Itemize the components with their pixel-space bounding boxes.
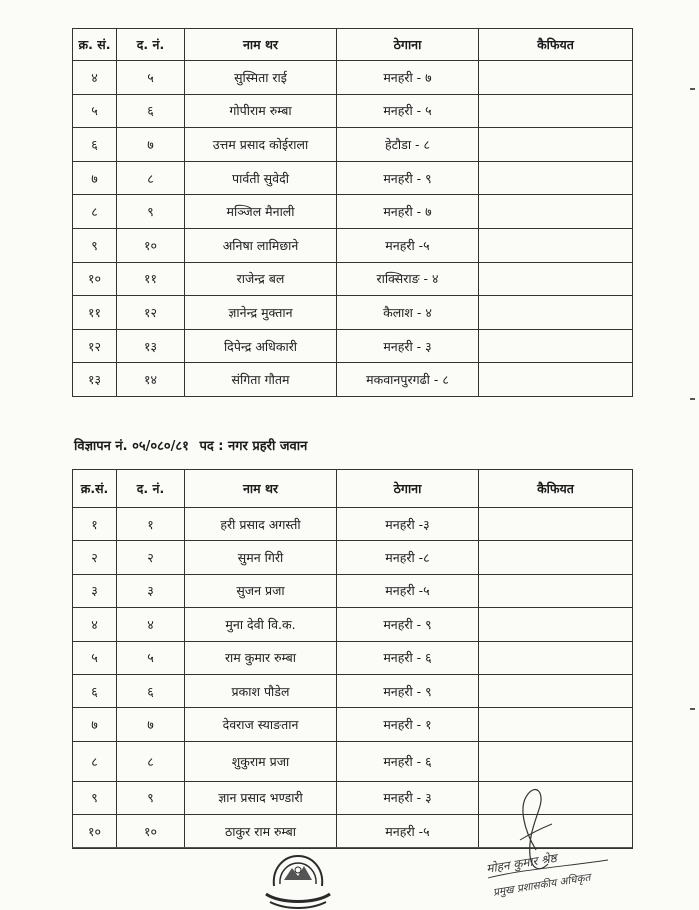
cell-address: मनहरी -५ [337, 815, 479, 848]
cell-remarks [479, 508, 633, 541]
cell-roll: १ [117, 508, 185, 541]
cell-remarks [479, 329, 633, 363]
cell-address: मनहरी -५ [337, 574, 479, 607]
cell-roll: ३ [117, 574, 185, 607]
cell-remarks [479, 94, 633, 128]
cell-address: मनहरी - ९ [337, 608, 479, 641]
cell-roll: ७ [117, 708, 185, 741]
cell-remarks [479, 262, 633, 296]
cell-address: मनहरी - ३ [337, 781, 479, 814]
cell-address: कैलाश - ४ [337, 296, 479, 330]
cell-roll: १३ [117, 329, 185, 363]
cell-remarks [479, 541, 633, 574]
cell-name: सुजन प्रजा [185, 574, 337, 607]
table-row [73, 329, 633, 363]
cell-name: ज्ञान प्रसाद भण्डारी [185, 781, 337, 814]
cell-address: मनहरी - १ [337, 708, 479, 741]
cell-roll: १० [117, 815, 185, 848]
cell-serial: १२ [73, 329, 117, 363]
cell-name: शुकुराम प्रजा [185, 741, 337, 781]
header-address: ठेगाना [337, 470, 479, 508]
table-row [73, 161, 633, 195]
header-name: नाम थर [185, 470, 337, 508]
cell-address: मनहरी - ३ [337, 329, 479, 363]
table-row [73, 708, 633, 741]
cell-address: मनहरी -५ [337, 228, 479, 262]
cell-name: प्रकाश पौडेल [185, 674, 337, 707]
municipality-seal-icon [252, 846, 344, 910]
cell-address: मनहरी - ५ [337, 94, 479, 128]
cell-serial: ८ [73, 195, 117, 229]
cell-remarks [479, 574, 633, 607]
cell-roll: २ [117, 541, 185, 574]
cell-name: सुस्मिता राई [185, 61, 337, 95]
cell-serial: ९ [73, 781, 117, 814]
cell-serial: २ [73, 541, 117, 574]
cell-remarks [479, 641, 633, 674]
cell-serial: ३ [73, 574, 117, 607]
cell-address: हेटौडा - ८ [337, 128, 479, 162]
header-serial: क्र.सं. [73, 470, 117, 508]
table-row [73, 541, 633, 574]
cell-remarks [479, 674, 633, 707]
cell-address: मनहरी - ६ [337, 741, 479, 781]
table-row [73, 508, 633, 541]
cell-serial: १० [73, 815, 117, 848]
cell-remarks [479, 608, 633, 641]
table-row [73, 608, 633, 641]
cell-remarks [479, 195, 633, 229]
cell-roll: ८ [117, 741, 185, 781]
cell-serial: ५ [73, 641, 117, 674]
cell-name: मुना देवी वि.क. [185, 608, 337, 641]
cell-name: अनिषा लामिछाने [185, 228, 337, 262]
cell-name: ज्ञानेन्द्र मुक्तान [185, 296, 337, 330]
table-row [73, 128, 633, 162]
cell-roll: ४ [117, 608, 185, 641]
cell-remarks [479, 741, 633, 781]
cell-serial: ९ [73, 228, 117, 262]
cell-remarks [479, 296, 633, 330]
cell-roll: ५ [117, 641, 185, 674]
post-title: पद : नगर प्रहरी जवान [199, 439, 308, 454]
cell-roll: १४ [117, 363, 185, 397]
cell-roll: ५ [117, 61, 185, 95]
header-roll: द. नं. [117, 470, 185, 508]
signatory-title: प्रमुख प्रशासकीय अधिकृत [492, 871, 592, 899]
cell-roll: ६ [117, 94, 185, 128]
cell-serial: ४ [73, 61, 117, 95]
table-header-row [73, 470, 633, 508]
cell-remarks [479, 161, 633, 195]
cell-serial: ११ [73, 296, 117, 330]
cell-serial: ७ [73, 161, 117, 195]
table-row [73, 641, 633, 674]
cell-address: मनहरी - ९ [337, 161, 479, 195]
scan-mark [690, 708, 695, 710]
header-name: नाम थर [185, 29, 337, 61]
table-row [73, 228, 633, 262]
table-row [73, 296, 633, 330]
cell-name: ठाकुर राम रुम्बा [185, 815, 337, 848]
cell-address: मनहरी - ७ [337, 195, 479, 229]
cell-remarks [479, 61, 633, 95]
cell-serial: १० [73, 262, 117, 296]
cell-roll: ९ [117, 781, 185, 814]
cell-remarks [479, 363, 633, 397]
cell-name: राम कुमार रुम्बा [185, 641, 337, 674]
table-header-row [73, 29, 633, 61]
cell-remarks [479, 228, 633, 262]
cell-address: मनहरी - ६ [337, 641, 479, 674]
signatory-name: मोहन कुमार श्रेष्ठ [485, 850, 558, 876]
cell-serial: ७ [73, 708, 117, 741]
cell-roll: १० [117, 228, 185, 262]
cell-address: मनहरी -८ [337, 541, 479, 574]
cell-name: मञ्जिल मैनाली [185, 195, 337, 229]
cell-address: मनहरी - ७ [337, 61, 479, 95]
advertisement-number: विज्ञापन नं. ०५/०८०/८१ [74, 439, 189, 454]
cell-remarks [479, 128, 633, 162]
cell-name: देवराज स्याङतान [185, 708, 337, 741]
cell-serial: १ [73, 508, 117, 541]
header-remarks: कैफियत [479, 29, 633, 61]
cell-address: मकवानपुरगढी - ८ [337, 363, 479, 397]
cell-name: पार्वती सुवेदी [185, 161, 337, 195]
cell-serial: ५ [73, 94, 117, 128]
table-row [73, 741, 633, 781]
cell-remarks [479, 708, 633, 741]
table-row [73, 94, 633, 128]
cell-roll: ७ [117, 128, 185, 162]
header-remarks: कैफियत [479, 470, 633, 508]
cell-address: राक्सिराङ - ४ [337, 262, 479, 296]
cell-serial: ६ [73, 128, 117, 162]
header-roll: द. नं. [117, 29, 185, 61]
cell-name: राजेन्द्र बल [185, 262, 337, 296]
cell-address: मनहरी - ९ [337, 674, 479, 707]
cell-serial: १३ [73, 363, 117, 397]
cell-roll: ८ [117, 161, 185, 195]
scan-mark [690, 88, 695, 90]
cell-name: दिपेन्द्र अधिकारी [185, 329, 337, 363]
scan-mark [690, 398, 695, 400]
table-row [73, 574, 633, 607]
cell-roll: ६ [117, 674, 185, 707]
advertisement-heading [74, 436, 313, 454]
table-row [73, 363, 633, 397]
table-row [73, 674, 633, 707]
table-row [73, 61, 633, 95]
candidate-table-1 [72, 28, 633, 397]
cell-name: सुमन गिरी [185, 541, 337, 574]
table-row [73, 195, 633, 229]
table-row [73, 262, 633, 296]
cell-roll: १२ [117, 296, 185, 330]
cell-name: उत्तम प्रसाद कोईराला [185, 128, 337, 162]
cell-name: हरी प्रसाद अगस्ती [185, 508, 337, 541]
cell-serial: ४ [73, 608, 117, 641]
cell-address: मनहरी -३ [337, 508, 479, 541]
cell-roll: ९ [117, 195, 185, 229]
header-address: ठेगाना [337, 29, 479, 61]
cell-name: गोपीराम रुम्बा [185, 94, 337, 128]
cell-roll: ११ [117, 262, 185, 296]
cell-serial: ८ [73, 741, 117, 781]
cell-serial: ६ [73, 674, 117, 707]
cell-name: संगिता गौतम [185, 363, 337, 397]
header-serial: क्र. सं. [73, 29, 117, 61]
